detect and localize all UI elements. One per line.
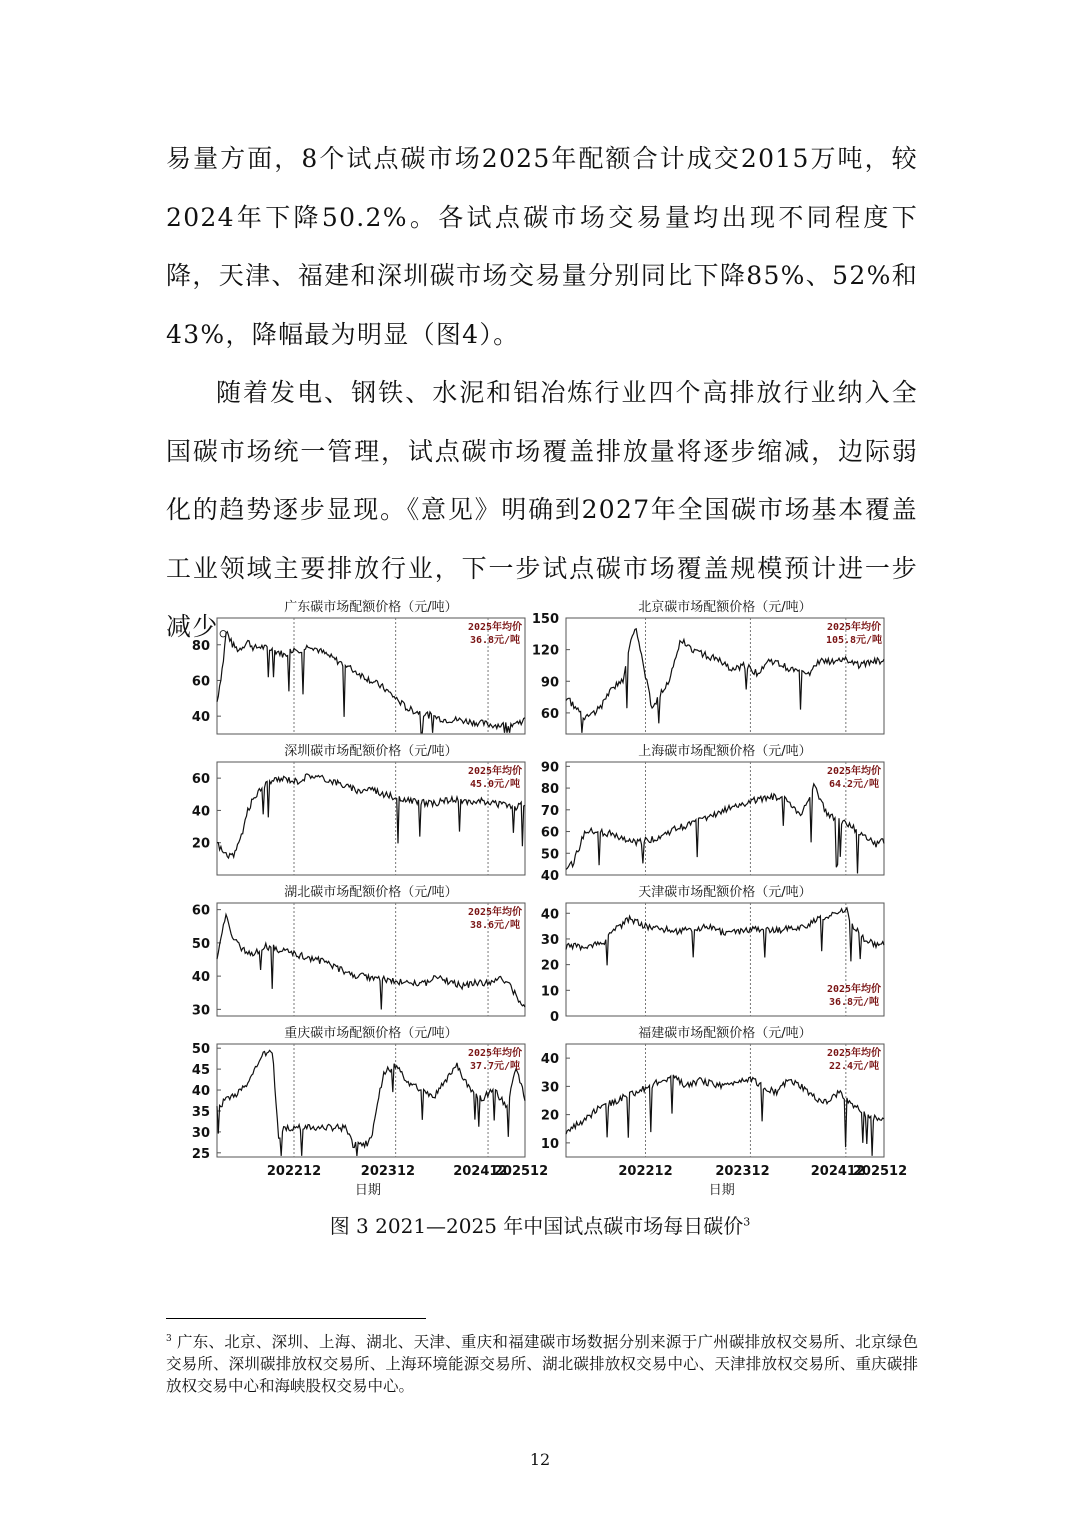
chart-4-y-tick-label-1: 40 xyxy=(540,869,559,884)
chart-7-y-tick-label-2: 30 xyxy=(191,1125,210,1141)
footnote xyxy=(166,1328,918,1397)
chart-5-y-tick-label-4: 60 xyxy=(191,903,210,919)
page-number: 12 xyxy=(529,1450,551,1469)
chart-8-annotation-line-2: 22.4元/吨 xyxy=(828,1061,880,1072)
chart-7-y-tick-label-4: 40 xyxy=(191,1084,210,1100)
chart-2-y-tick-label-4: 150 xyxy=(531,612,559,627)
chart-4-y-tick-label-2: 50 xyxy=(540,847,559,863)
chart-7-title: 重庆碳市场配额价格（元/吨） xyxy=(284,1026,458,1041)
figure-caption-footnote-ref: 3 xyxy=(743,1215,751,1229)
chart-6-y-tick-label-4: 30 xyxy=(540,932,559,948)
footnote-rule xyxy=(166,1318,426,1319)
chart-8-y-tick-label-2: 20 xyxy=(540,1108,559,1124)
chart-3-y-tick-label-1: 20 xyxy=(191,836,210,852)
chart-3-annotation-line-2: 45.0元/吨 xyxy=(469,779,521,790)
chart-6-y-tick-label-5: 40 xyxy=(540,907,559,923)
chart-8-y-tick-label-3: 30 xyxy=(540,1080,559,1096)
chart-7-y-tick-label-5: 45 xyxy=(191,1063,210,1079)
chart-5-y-tick-label-3: 50 xyxy=(191,936,210,952)
chart-1-y-tick-label-1: 40 xyxy=(191,710,210,726)
chart-3-title: 深圳碳市场配额价格（元/吨） xyxy=(284,744,458,759)
chart-4-y-tick-label-5: 80 xyxy=(540,782,559,798)
chart-4-price-series xyxy=(566,784,884,874)
figure-svg xyxy=(180,592,908,1202)
chart-1-annotation-line-2: 36.8元/吨 xyxy=(469,635,521,646)
figure-caption xyxy=(0,1210,1080,1239)
chart-3-y-tick-label-3: 60 xyxy=(191,772,210,788)
chart-8-x-tick-label-1: 202212 xyxy=(618,1164,673,1179)
chart-8-annotation-line-1: 2025年均价 xyxy=(826,1048,882,1059)
chart-1-y-tick-label-2: 60 xyxy=(191,674,210,690)
chart-1-title: 广东碳市场配额价格（元/吨） xyxy=(284,600,458,615)
chart-5-annotation-line-2: 38.6元/吨 xyxy=(469,920,521,931)
chart-4-annotation-line-2: 64.2元/吨 xyxy=(828,779,880,790)
chart-1-price-series xyxy=(217,632,525,733)
chart-4-y-tick-label-3: 60 xyxy=(540,825,559,841)
chart-2-y-tick-label-2: 90 xyxy=(540,675,559,691)
chart-4-y-tick-label-4: 70 xyxy=(540,803,559,819)
chart-5-y-tick-label-1: 30 xyxy=(191,1003,210,1019)
chart-2-title: 北京碳市场配额价格（元/吨） xyxy=(638,600,812,615)
chart-2-y-tick-label-3: 120 xyxy=(531,643,559,659)
chart-2-y-tick-label-1: 60 xyxy=(540,706,559,722)
chart-7-annotation-line-2: 37.7元/吨 xyxy=(469,1061,521,1072)
chart-5-annotation-line-1: 2025年均价 xyxy=(467,907,523,918)
chart-7-annotation-line-1: 2025年均价 xyxy=(467,1048,523,1059)
chart-8-x-axis-label: 日期 xyxy=(708,1183,735,1198)
chart-8-x-tick-label-3: 202412 xyxy=(810,1164,866,1179)
chart-2-annotation-line-1: 2025年均价 xyxy=(826,622,882,633)
chart-8-y-tick-label-1: 10 xyxy=(540,1136,559,1152)
chart-7-x-tick-label-2: 202312 xyxy=(360,1164,416,1179)
chart-7-y-tick-label-1: 25 xyxy=(191,1146,210,1162)
chart-6-annotation-line-1: 2025年均价 xyxy=(826,984,882,995)
chart-5-title: 湖北碳市场配额价格（元/吨） xyxy=(284,885,458,900)
figure-caption-text: 图 3 2021—2025 年中国试点碳市场每日碳价 xyxy=(329,1214,744,1238)
chart-6-price-series xyxy=(566,908,884,965)
chart-3-y-tick-label-2: 40 xyxy=(191,804,210,820)
chart-3-annotation-line-1: 2025年均价 xyxy=(467,766,523,777)
chart-6-y-tick-label-3: 20 xyxy=(540,958,559,974)
chart-7-x-tick-label-3: 202412 xyxy=(453,1164,508,1179)
chart-1-y-tick-label-3: 80 xyxy=(191,638,210,654)
chart-7-y-tick-label-6: 50 xyxy=(191,1042,210,1058)
chart-6-y-tick-label-1: 0 xyxy=(549,1010,559,1025)
footnote-mark: 3 xyxy=(166,1334,172,1344)
chart-4-title: 上海碳市场配额价格（元/吨） xyxy=(638,744,812,759)
chart-7-x-axis-label: 日期 xyxy=(354,1183,381,1198)
chart-8-y-tick-label-4: 40 xyxy=(540,1052,559,1068)
body-paragraph-1: 易量方面，8个试点碳市场2025年配额合计成交2015万吨，较2024年下降50.2%。各试点碳市场交易量均出现不同程度下降，天津、福建和深圳碳市场交易量分别同比下降85%、52%和43%，降幅最为明显（图4）。 xyxy=(166,144,918,349)
body-paragraph-2: 随着发电、钢铁、水泥和铝冶炼行业四个高排放行业纳入全国碳市场统一管理，试点碳市场覆盖排放量将逐步缩减，边际弱化的趋势逐步显现。《意见》明确到2027年全国碳市场基本覆盖工业领域主要排放行业，下一步试点碳市场覆盖规模预计进一步减少。 xyxy=(166,378,918,641)
chart-5-y-tick-label-2: 40 xyxy=(191,970,210,986)
figure-3-carbon-price-charts xyxy=(180,592,908,1202)
footnote-text: 广东、北京、深圳、上海、湖北、天津、重庆和福建碳市场数据分别来源于广州碳排放权交易所、北京绿色交易所、深圳碳排放权交易所、上海环境能源交易所、湖北碳排放权交易中心、天津排放权交易所、重庆碳排放权交易中心和海峡股权交易中心。 xyxy=(166,1333,918,1396)
chart-7-y-tick-label-3: 35 xyxy=(191,1104,210,1120)
chart-6-title: 天津碳市场配额价格（元/吨） xyxy=(638,885,812,900)
chart-8-x-tick-label-2: 202312 xyxy=(715,1164,770,1179)
chart-4-y-tick-label-6: 90 xyxy=(540,760,559,776)
chart-7-x-tick-label-1: 202212 xyxy=(266,1164,322,1179)
chart-4-annotation-line-1: 2025年均价 xyxy=(826,766,882,777)
chart-8-title: 福建碳市场配额价格（元/吨） xyxy=(638,1026,812,1041)
chart-6-y-tick-label-2: 10 xyxy=(540,984,559,1000)
chart-8-x-tick-label-4: 202512 xyxy=(852,1164,908,1179)
chart-1-annotation-line-1: 2025年均价 xyxy=(467,622,523,633)
chart-6-annotation-line-2: 36.8元/吨 xyxy=(828,997,880,1008)
chart-2-annotation-line-2: 105.8元/吨 xyxy=(825,635,883,646)
chart-7-x-tick-label-4: 202512 xyxy=(493,1164,549,1179)
chart-8-price-series xyxy=(566,1075,884,1156)
